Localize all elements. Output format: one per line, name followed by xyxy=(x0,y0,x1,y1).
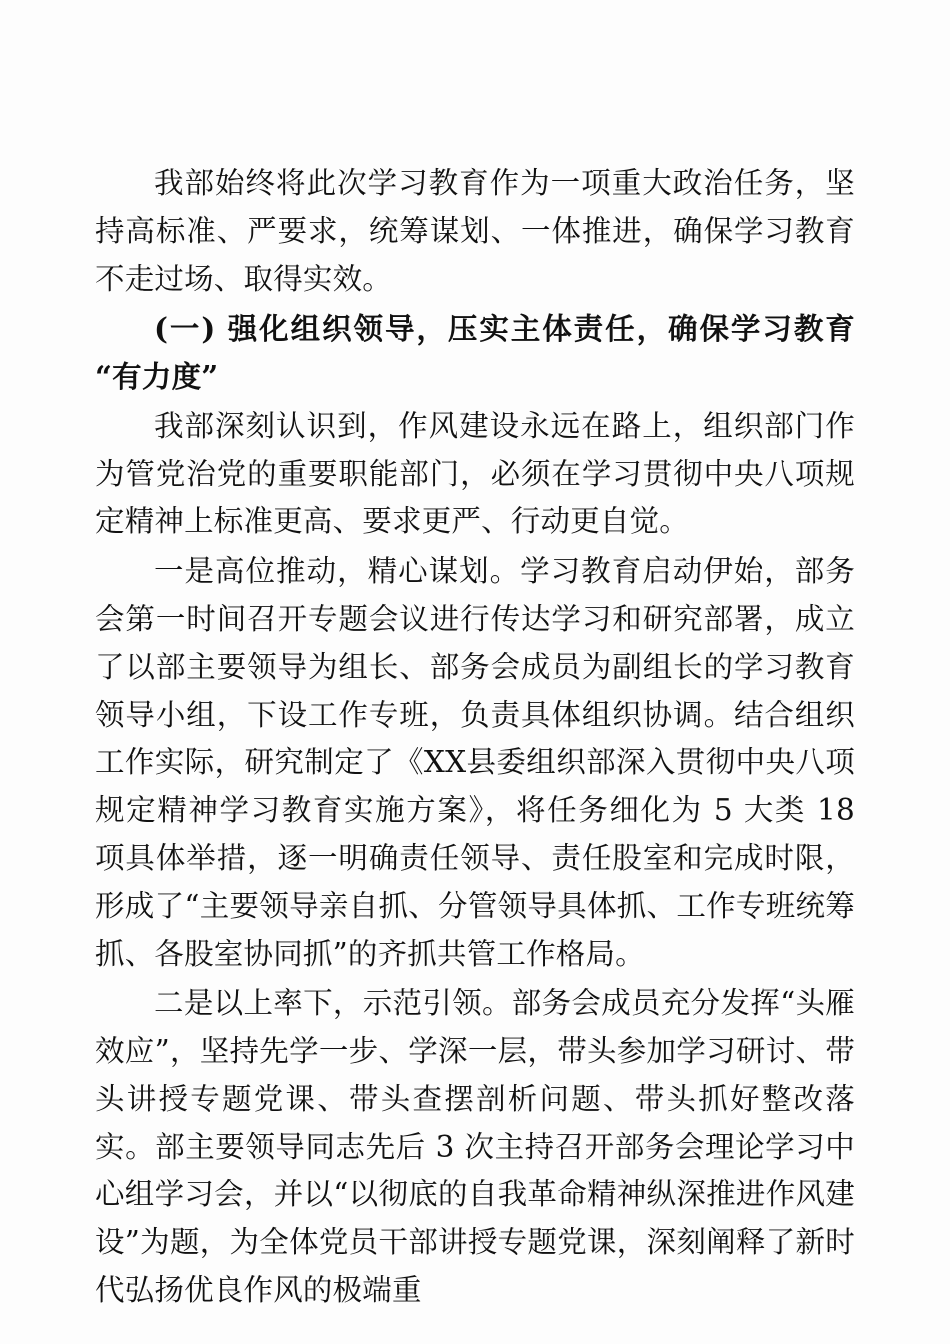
paragraph-3: 一是高位推动，精心谋划。学习教育启动伊始，部务会第一时间召开专题会议进行传达学习和研究部署，成立了以部主要领导为组长、部务会成员为副组长的学习教育领导小组，下设工作专班，负责具体组织协调。结合组织工作实际，研究制定了《XX县委组织部深入贯彻中央八项规定精神学习教育实施方案》，将任务细化为 5 大类 18 项具体举措，逐一明确责任领导、责任股室和完成时限，形成了“主要领导亲自抓、分管领导具体抓、工作专班统筹抓、各股室协同抓”的齐抓共管工作格局。 xyxy=(95,554,855,971)
paragraph-4: 二是以上率下，示范引领。部务会成员充分发挥“头雁效应”，坚持先学一步、学深一层，带头参加学习研讨、带头讲授专题党课、带头查摆剖析问题、带头抓好整改落实。部主要领导同志先后 3 次主持召开部务会理论学习中心组学习会，并以“以彻底的自我革命精神纵深推进作风建设”为题，为全体党员干部讲授专题党课，深刻阐释了新时代弘扬优良作风的极端重 xyxy=(95,986,855,1307)
document-body xyxy=(95,160,855,1315)
paragraph-heading-1: (一) 强化组织领导，压实主体责任，确保学习教育“有力度” xyxy=(95,311,855,395)
paragraph-1: 我部始终将此次学习教育作为一项重大政治任务，坚持高标准、严要求，统筹谋划、一体推进，确保学习教育不走过场、取得实效。 xyxy=(95,166,855,296)
paragraph-2: 我部深刻认识到，作风建设永远在路上，组织部门作为管党治党的重要职能部门，必须在学习贯彻中央八项规定精神上标准更高、要求更严、行动更自觉。 xyxy=(95,408,855,539)
